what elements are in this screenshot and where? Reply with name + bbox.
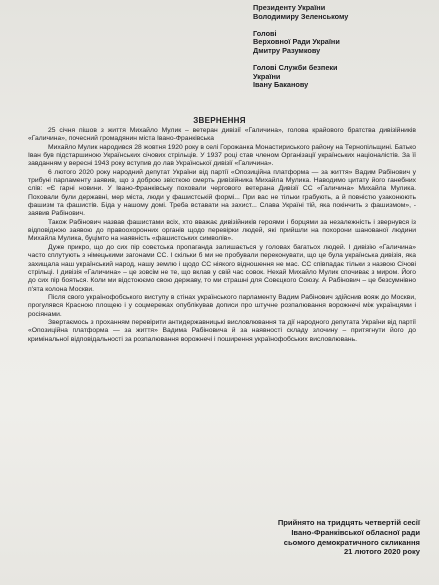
addressee-line: Голові Служби безпеки	[253, 62, 338, 72]
signoff-line: Прийнято на тридцять четвертій сесії	[277, 518, 420, 527]
body-paragraph: Михайло Мулик народився 28 жовтня 1920 року в селі Горожанка Монастириського району на Тернопільщині. Батько Іван був підстаршиною Українських січових стрільців. У 1937 році став членом Організації українських націоналістів. За її завданням у вересні 1943 року вступив до лав Української дивізії «Галичина».	[28, 143, 416, 168]
addressee-parliament	[253, 30, 435, 56]
addressee-line: Президенту України	[253, 3, 326, 12]
addressee-line: Верховної Ради України	[253, 37, 340, 47]
addressee-line: Дмитру Разумкову	[253, 45, 321, 55]
addressee-president	[253, 4, 435, 21]
addressee-line: Івану Баканову	[253, 80, 309, 90]
document-body	[28, 127, 416, 344]
addressee-line: Володимиру Зеленському	[253, 11, 349, 21]
body-paragraph: Дуже прикро, що до сих пір совєтська пропаганда залишається у головах багатьох людей. І дивізію «Галичина» часто сплутують з німецькими загонами СС. І скільки б ми не пробували переконувати, що це була українська дивізія, яка захищала наш український народ, нашу землю і щодо СС ніякого відношення не мас. СС співпадає тільки з назвою Січові стрільці. І дивізія «Галичина» – це зовсім не те, що вклав у свій час совок. Нехай Михайло Мулик спочиває з миром. Його до сих пір бояться. Коли ми відстоюємо свою державу, то ми страшні для Совєцкого Союзу. А Рабінович – це безсумнівно п'ята колона Москви.	[28, 243, 416, 293]
body-paragraph: Звертаємось з проханням перевірити антидержавницькі висловлювання та дії народного депутата України від партії «Опозиційна платформа — за життя» Вадима Рабіновича й за наявності складу злочину – притягнути його до кримінальної відповідальності за розпалювання ворожнечі і поширення українофобських висловлювань.	[28, 318, 416, 343]
body-paragraph: 25 січня пішов з життя Михайло Мулик – ветеран дивізії «Галичина», голова крайового братства дивізійників «Галичина», почесний громадянин міста Івано-Франківська	[28, 127, 416, 143]
addressee-security-service	[253, 64, 435, 90]
adoption-signoff	[200, 518, 420, 557]
addressee-line: України	[253, 71, 281, 81]
addressee-block	[253, 4, 435, 98]
body-paragraph: 6 лютого 2020 року народний депутат України від партії «Опозиційна платформа — за життя» Вадим Рабінович у трибуні парламенту заявив, що з доброю звісткою смерть дивізійника Михайла Мулика. Наводимо цитату його ганебних слів: «Є гарні новини. У Івано-Франківську поховали чергового ветерана Дивізії СС «Галичина» Михайла Мулика. Поховали були державні, мер міста, люди у фашистській формі... При вас не тільки грабують, а й повністю узаконюють фашизм та фашистів. Біда у нашому домі. Треба вставати на захист... Слава Україні тій, яка покінчить з фашизмом», - заявив Рабінович.	[28, 168, 416, 218]
document-title: ЗВЕРНЕННЯ	[193, 116, 246, 125]
addressee-line: Голові	[253, 28, 277, 38]
body-paragraph: Після свого українофобського виступу в стінах українського парламенту Вадим Рабінович здійснив вояж до Москви, прогулявся Красною площею і у соцмережах опублікував дописи про штучне розпалювання ворожнечі між українцями і росіянами.	[28, 293, 416, 318]
signoff-line: сьомого демократичного скликання	[283, 537, 420, 547]
body-paragraph: Також Рабінович назвав фашистами всіх, хто вважає дивізійників героями і борцями за незалежність і звернувся із відповідною заявою до правоохоронних органів щодо перевірки людей, які прийшли на похорони шанованої людини Михайла Мулика, буцімто на наявність «фашистських символів».	[28, 218, 416, 243]
signoff-line: Івано-Франківської обласної ради	[291, 527, 420, 537]
signoff-date: 21 лютого 2020 року	[343, 547, 420, 557]
